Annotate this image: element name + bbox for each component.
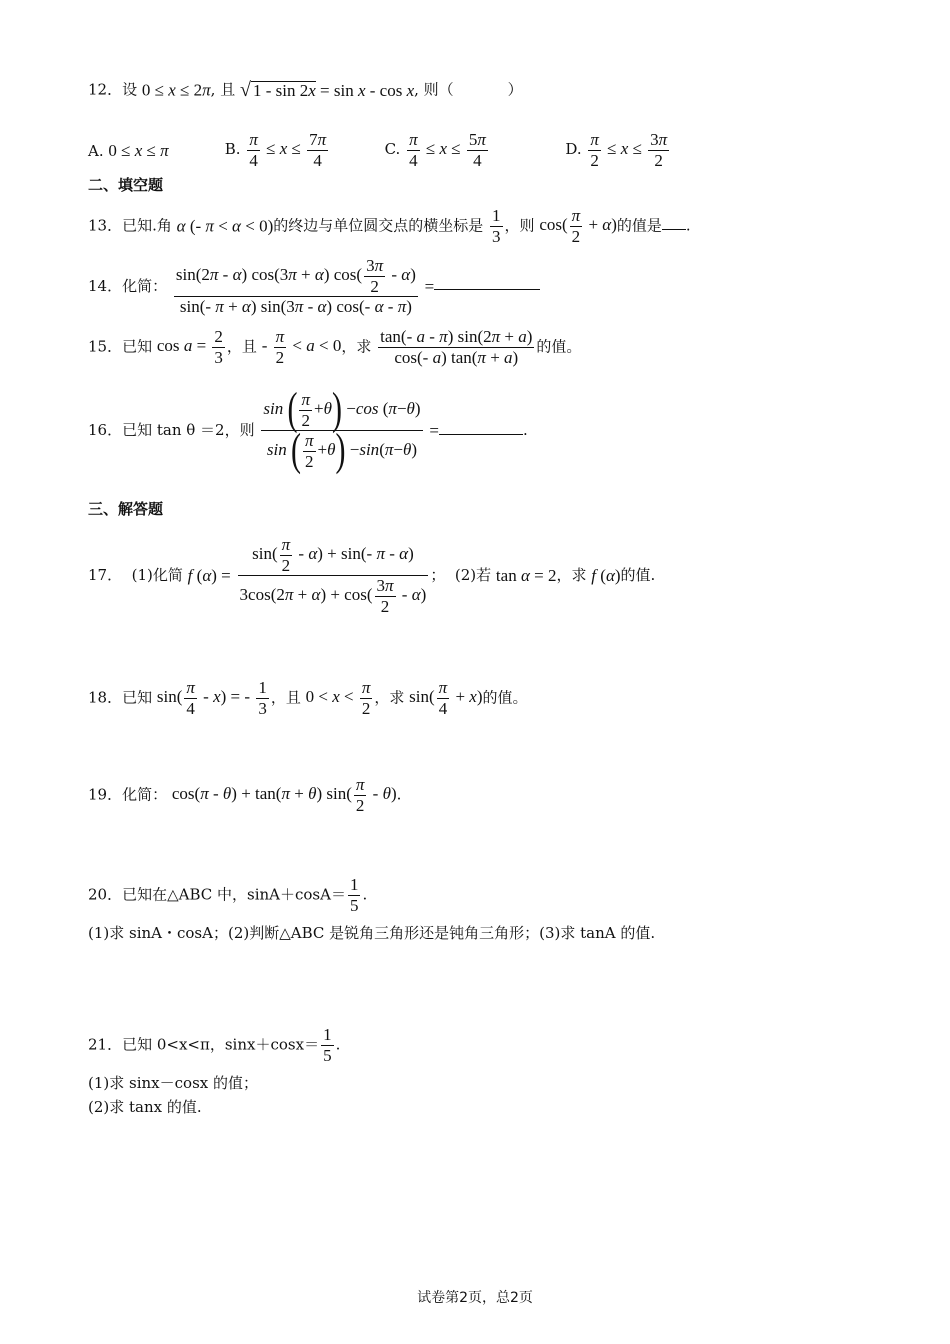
question-number: 14． (88, 276, 123, 295)
question-12: 12．设 0 ≤ x ≤ 2π, 且 √ 1 - sin 2x = sin x - cos x, 则（ ） (88, 79, 523, 101)
question-13: 13．已知.角 α (- π < α < 0)的终边与单位圆交点的横坐标是 $\frac{1}{3}$ ，则 cos( $\frac{\pi}{2}$ + α)的值是 . (88, 206, 691, 246)
question-number: 20． (88, 885, 123, 904)
option-b[interactable]: B. $\frac{\pi}{4}$ ≤ x ≤ $\frac{7\pi}{4}$ (224, 130, 327, 170)
answer-blank[interactable] (439, 433, 523, 435)
question-20: 20．已知在△ABC 中，sinA＋cosA＝ $\frac{1}{5}$ . (88, 875, 368, 915)
question-20-subparts: (1)求 sinA・cosA；(2)判断△ABC 是锐角三角形还是钝角三角形；(3)求 tanA 的值. (88, 924, 656, 942)
formula: - $\frac{\pi}{2}$ < a < 0 (261, 327, 342, 367)
question-number: 12． (88, 80, 123, 99)
answer-blank[interactable] (434, 288, 540, 290)
option-a[interactable]: A. 0 ≤ x ≤ π (88, 140, 169, 160)
formula: sin( $\frac{\pi}{4}$ + x) (409, 678, 483, 718)
question-number: 15． (88, 337, 123, 356)
fraction: $\frac{1}{5}$ (349, 875, 359, 915)
formula: α (- π < α < 0) (176, 216, 274, 236)
question-number: 13． (88, 216, 123, 235)
formula: cos a = $\frac{2}{3}$ (156, 327, 223, 367)
question-number: 19． (88, 785, 123, 804)
formula: tan α = 2 (495, 566, 557, 586)
question-number: 21． (88, 1035, 123, 1054)
question-17: 17． (1)化简 f (α) = sin( $\frac{\pi}{2}$ - α) + sin(- π - α) 3cos(2π + α) + cos( $\frac{3\pi}{2}$ - α) ； (2)若 tan α = 2，求 f (α)的值. (88, 535, 656, 616)
formula: f (α) = (187, 566, 231, 586)
fraction: sin(2π - α) cos(3π + α) cos( $\frac{3\pi}{2}$ - α) sin(- π + α) sin(3π - α) cos(- α - π) (175, 256, 416, 317)
formula: 0 ≤ x ≤ 2π (141, 80, 211, 100)
question-21: 21．已知 0<x<π，sinx＋cosx＝ $\frac{1}{5}$ . (88, 1025, 341, 1065)
answer-blank[interactable] (662, 228, 686, 230)
question-12-options (88, 130, 890, 170)
fraction: sin ( $\frac{\pi}{2}$ +θ) −cos (π−θ) sin ( $\frac{\pi}{2}$ +θ) −sin(π−θ) (263, 384, 421, 476)
section-title: 三、解答题 (88, 500, 164, 518)
question-number: 16． (88, 421, 123, 440)
formula: f (α) (591, 566, 621, 586)
question-21-part-1: (1)求 sinx－cosx 的值； (88, 1074, 258, 1092)
question-number: 18． (88, 688, 123, 707)
formula: sin( $\frac{\pi}{4}$ - x) = - $\frac{1}{3}$ (156, 678, 267, 718)
fraction: $\frac{\tan(- a - \pi) \sin(2\pi + a)}{\cos(- a) \tan(\pi + a)}$ (380, 327, 533, 367)
question-16: 16．已知 tan θ ＝2，则 sin ( $\frac{\pi}{2}$ +θ) −cos (π−θ) sin ( $\frac{\pi}{2}$ +θ) −sin(π−θ) = . (88, 384, 528, 476)
question-14: 14．化简： sin(2π - α) cos(3π + α) cos( $\frac{3\pi}{2}$ - α) sin(- π + α) sin(3π - α) cos(- α - π) = (88, 256, 890, 317)
question-15: 15．已知 cos a = $\frac{2}{3}$ ，且 - $\frac{\pi}{2}$ < a < 0，求 $\frac{\tan(- a - \pi) \sin(2\pi + a)}{\cos(- a) \tan(\pi + a)}$ 的值。 (88, 327, 582, 367)
fraction: $\frac{1}{3}$ (492, 206, 501, 246)
question-18: 18．已知 sin( $\frac{\pi}{4}$ - x) = - $\frac{1}{3}$ ，且 0 < x < $\frac{\pi}{2}$ ，求 sin( $\frac{\pi}{4}$ + x)的值。 (88, 678, 528, 718)
option-d[interactable]: D. $\frac{\pi}{2}$ ≤ x ≤ $\frac{3\pi}{2}$ (565, 130, 668, 170)
question-21-part-2: (2)求 tanx 的值. (88, 1098, 202, 1116)
question-number: 17． (88, 566, 123, 585)
fraction: sin( $\frac{\pi}{2}$ - α) + sin(- π - α) 3cos(2π + α) + cos( $\frac{3\pi}{2}$ - α) (239, 535, 427, 616)
formula: cos(π - θ) + tan(π + θ) sin( $\frac{\pi}{2}$ - θ) (171, 775, 397, 815)
formula: 0 < x < $\frac{\pi}{2}$ (305, 678, 371, 718)
option-c[interactable]: C. $\frac{\pi}{4}$ ≤ x ≤ $\frac{5\pi}{4}$ (384, 130, 486, 170)
fraction: $\frac{1}{5}$ (323, 1025, 332, 1065)
question-19: 19．化简： cos(π - θ) + tan(π + θ) sin( $\frac{\pi}{2}$ - θ). (88, 775, 402, 815)
section-title: 二、填空题 (88, 176, 164, 194)
formula: cos( $\frac{\pi}{2}$ + α) (539, 206, 617, 246)
formula: √ 1 - sin 2x = sin x - cos x (239, 79, 415, 101)
page-footer: 试卷第2页，总2页 (417, 1290, 533, 1306)
